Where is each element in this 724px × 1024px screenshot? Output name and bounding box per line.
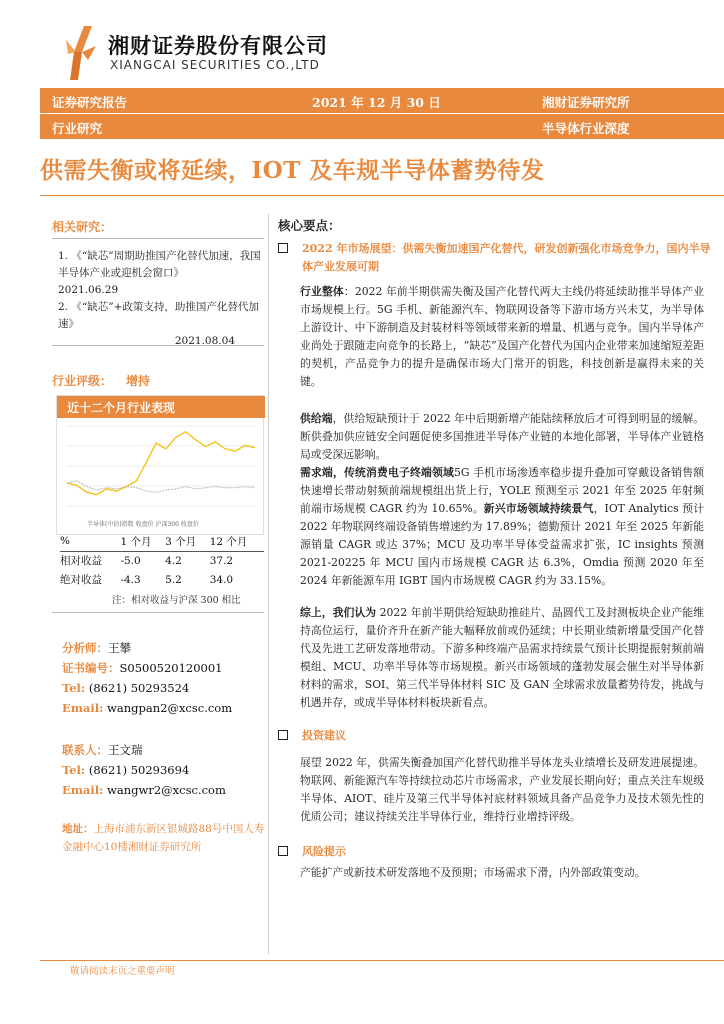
- bullet-investment: [278, 727, 346, 745]
- cell-12m: 37.2: [209, 554, 234, 567]
- report-date: 2021 年 12 月 30 日: [312, 95, 441, 110]
- report-sub-category: 半导体行业深度: [542, 121, 630, 136]
- header-bar-bottom: [40, 114, 724, 139]
- title-divider: [40, 195, 724, 196]
- para-body: 5G 手机市场渗透率稳步提升叠加可穿戴设备销售额快速增长带动射频前端规模组出货上行，YOLE 预测至示 2021 年至 2025 年射频前端市场规模 CAGR 约为 10.65%。: [300, 466, 704, 515]
- row-label: 相对收益: [60, 555, 102, 568]
- tel-label: Tel:: [62, 681, 86, 695]
- bullet-title: 投资建议: [302, 729, 346, 742]
- report-category: 行业研究: [52, 121, 103, 136]
- cert-number: S0500520120001: [119, 661, 223, 675]
- address-text: 上海市浦东新区银城路88号中国人寿金融中心10楼湘财证券研究所: [62, 823, 265, 853]
- table-row: [60, 570, 264, 589]
- institute-name: 湘财证券研究所: [542, 95, 630, 110]
- cert-label: 证书编号：: [62, 661, 120, 675]
- table-header: %: [60, 535, 70, 548]
- related-divider: [52, 238, 264, 239]
- cell-12m: 34.0: [209, 573, 234, 586]
- related-item-date: 2021.08.04: [174, 335, 235, 347]
- related-research-label: 相关研究：: [52, 220, 113, 234]
- chart-legend: 半导体(中信)指数 收盘价 沪深300 收盘价: [87, 521, 199, 528]
- core-points-title: 核心要点：: [278, 218, 341, 233]
- contact-block: [62, 740, 226, 800]
- footer-disclaimer[interactable]: 敬请阅读末页之重要声明: [70, 966, 175, 977]
- related-bottom-divider: [52, 345, 264, 346]
- para-body: 2022 年前半期供给短缺助推硅片、晶圆代工及封测板块企业产能维持高位运行，量价齐升在新产能大幅释放前或仍延续；中长期业绩新增量受国产化替代及先进工艺研发落地带动。下游多种终端产品需求持续景气预计长期提振射频前端模组、MCU、功率半导体等市场规模。新兴市场领域的蓬勃发展会催生对半导体新材料的需求，SOI、第三代半导体材料 SIC 及 GAN 全球需求放量蓄势待发，挑战与机遇并存，或成半导体材料板块新看点。: [300, 606, 704, 709]
- brand-name-cn: 湘财证券股份有限公司: [108, 34, 328, 58]
- footer-divider: [40, 960, 724, 961]
- related-item[interactable]: [58, 299, 263, 350]
- paragraph-industry: [300, 283, 704, 391]
- table-row: [60, 551, 264, 570]
- address-block: [62, 820, 272, 856]
- analyst-name: 王攀: [108, 641, 131, 655]
- bullet-risk: [278, 843, 346, 861]
- checkbox-icon: [278, 243, 288, 253]
- paragraph-summary: [300, 604, 704, 712]
- chart-title: 近十二个月行业表现: [57, 396, 265, 418]
- series-line-csi300: [67, 481, 255, 492]
- para-lead: 行业整体: [300, 285, 344, 298]
- analyst-label: 分析师：: [62, 641, 108, 655]
- xiangcai-logo-icon: [62, 26, 102, 80]
- related-research-list: [58, 248, 263, 350]
- bullet-market-outlook: [278, 240, 711, 276]
- para-body: ，供给短缺预计于 2022 年中后期新增产能陆续释放后才可得到明显的缓解。断供叠加供应链安全问题促使多国推进半导体产业链的本地化部署，半导体产业链格局或受深远影响。: [300, 412, 705, 461]
- perf-divider: [52, 612, 264, 613]
- rating-value: 增持: [126, 374, 151, 388]
- analyst-tel: (8621) 50293524: [88, 681, 190, 695]
- row-label: 绝对收益: [60, 574, 102, 586]
- checkbox-icon: [278, 846, 288, 856]
- bullet-title: 风险提示: [302, 845, 346, 858]
- report-title: 供需失衡或将延续，IOT 及车规半导体蓄势待发: [40, 157, 545, 184]
- paragraph-risk: [300, 864, 704, 882]
- cell-1m: -5.0: [120, 554, 141, 567]
- related-item-title: 2. 《“缺芯”+政策支持，助推国产化替代加速》: [58, 301, 259, 330]
- related-item-date: 2021.06.29: [58, 284, 119, 296]
- table-header: 12 个月: [209, 535, 248, 548]
- cell-3m: 4.2: [165, 554, 182, 567]
- paragraph-demand: [300, 464, 704, 590]
- table-header: 3 个月: [165, 535, 197, 548]
- para-lead: 供给端: [300, 412, 333, 425]
- paragraph-investment: [300, 754, 704, 826]
- contact-name: 王文瑞: [108, 743, 143, 757]
- related-item[interactable]: [58, 248, 263, 299]
- analyst-email[interactable]: wangpan2@xcsc.com: [107, 701, 233, 715]
- checkbox-icon: [278, 730, 288, 740]
- header-bar-top: [40, 88, 724, 113]
- para-body: ：2022 年前半期供需失衡及国产化替代两大主线仍将延续助推半导体产业市场规模上行。5G 手机、新能源汽车、物联网设备等下游市场方兴未艾，为半导体上游设计、中下游制造及封装材料等领域带来新的增量、机遇与竞争。国内半导体产业尚处于跟随走向竞争的长路上，“缺芯”及国产化替代为国内企业带来加速缩短差距的契机，产品竞争力的提升是确保市场大门常开的钥匙，科技创新是赢得未来的关键。: [300, 285, 704, 388]
- contact-label: 联系人：: [62, 743, 108, 757]
- chart-plot: [57, 418, 265, 534]
- related-item-title: 1. 《“缺芯”周期助推国产化替代加速，我国半导体产业或迎机会窗口》: [58, 250, 261, 279]
- email-label: Email:: [62, 783, 104, 797]
- industry-performance-chart: [56, 395, 264, 535]
- para-lead: 新兴市场领域持续景气: [483, 502, 594, 515]
- bullet-title: 2022 年市场展望：供需失衡加速国产化替代，研发创新强化市场竞争力，国内半导体产业发展可期: [302, 242, 711, 273]
- paragraph-supply: [300, 410, 704, 464]
- rating-label: 行业评级：: [52, 374, 113, 388]
- contact-tel: (8621) 50293694: [88, 763, 190, 777]
- para-lead: 综上，我们认为: [300, 606, 377, 619]
- para-body: 展望 2022 年，供需失衡叠加国产化替代助推半导体龙头业绩增长及研发进展提速。物联网、新能源汽车等持续拉动芯片市场需求，产业发展长期向好；重点关注车规级半导体、AIOT、硅片及第三代半导体衬底材料领域具备产品竞争力及技术领先性的优质公司；建议持续关注半导体行业，维持行业增持评级。: [300, 756, 704, 823]
- para-body: 产能扩产或新技术研发落地不及预期；市场需求下滑，内外部政策变动。: [300, 866, 646, 879]
- para-body: ，IOT Analytics 预计 2022 年物联网终端设备销售增速约为 17.89%；德勤预计 2021 年至 2025 年新能源销量 CAGR 或达 37%；MCU 及功率半导体受益需求扩张，IC insights 预测 2021-20225 年 MCU 国内市场规模 CAGR 达 6.3%，Omdia 预测 2020 年至 2024 年新能源车用 IGBT 国内市场规模 CAGR 约为 33.15%。: [300, 502, 704, 587]
- report-type: 证券研究报告: [52, 95, 128, 110]
- contact-email[interactable]: wangwr2@xcsc.com: [107, 783, 226, 797]
- cell-1m: -4.3: [120, 573, 141, 586]
- series-line-semiconductor: [67, 432, 255, 495]
- brand-name-en: XIANGCAI SECURITIES CO.,LTD: [110, 58, 320, 72]
- tel-label: Tel:: [62, 763, 86, 777]
- table-header: 1 个月: [120, 535, 152, 548]
- email-label: Email:: [62, 701, 104, 715]
- column-divider: [268, 214, 269, 954]
- table-header-row: [60, 532, 264, 551]
- analyst-block: [62, 638, 232, 718]
- performance-note: 注：相对收益与沪深 300 相比: [112, 595, 241, 606]
- cell-3m: 5.2: [165, 573, 182, 586]
- para-lead: 需求端，传统消费电子终端领域: [300, 466, 455, 479]
- address-label: 地址：: [62, 823, 94, 835]
- performance-table: [60, 532, 264, 589]
